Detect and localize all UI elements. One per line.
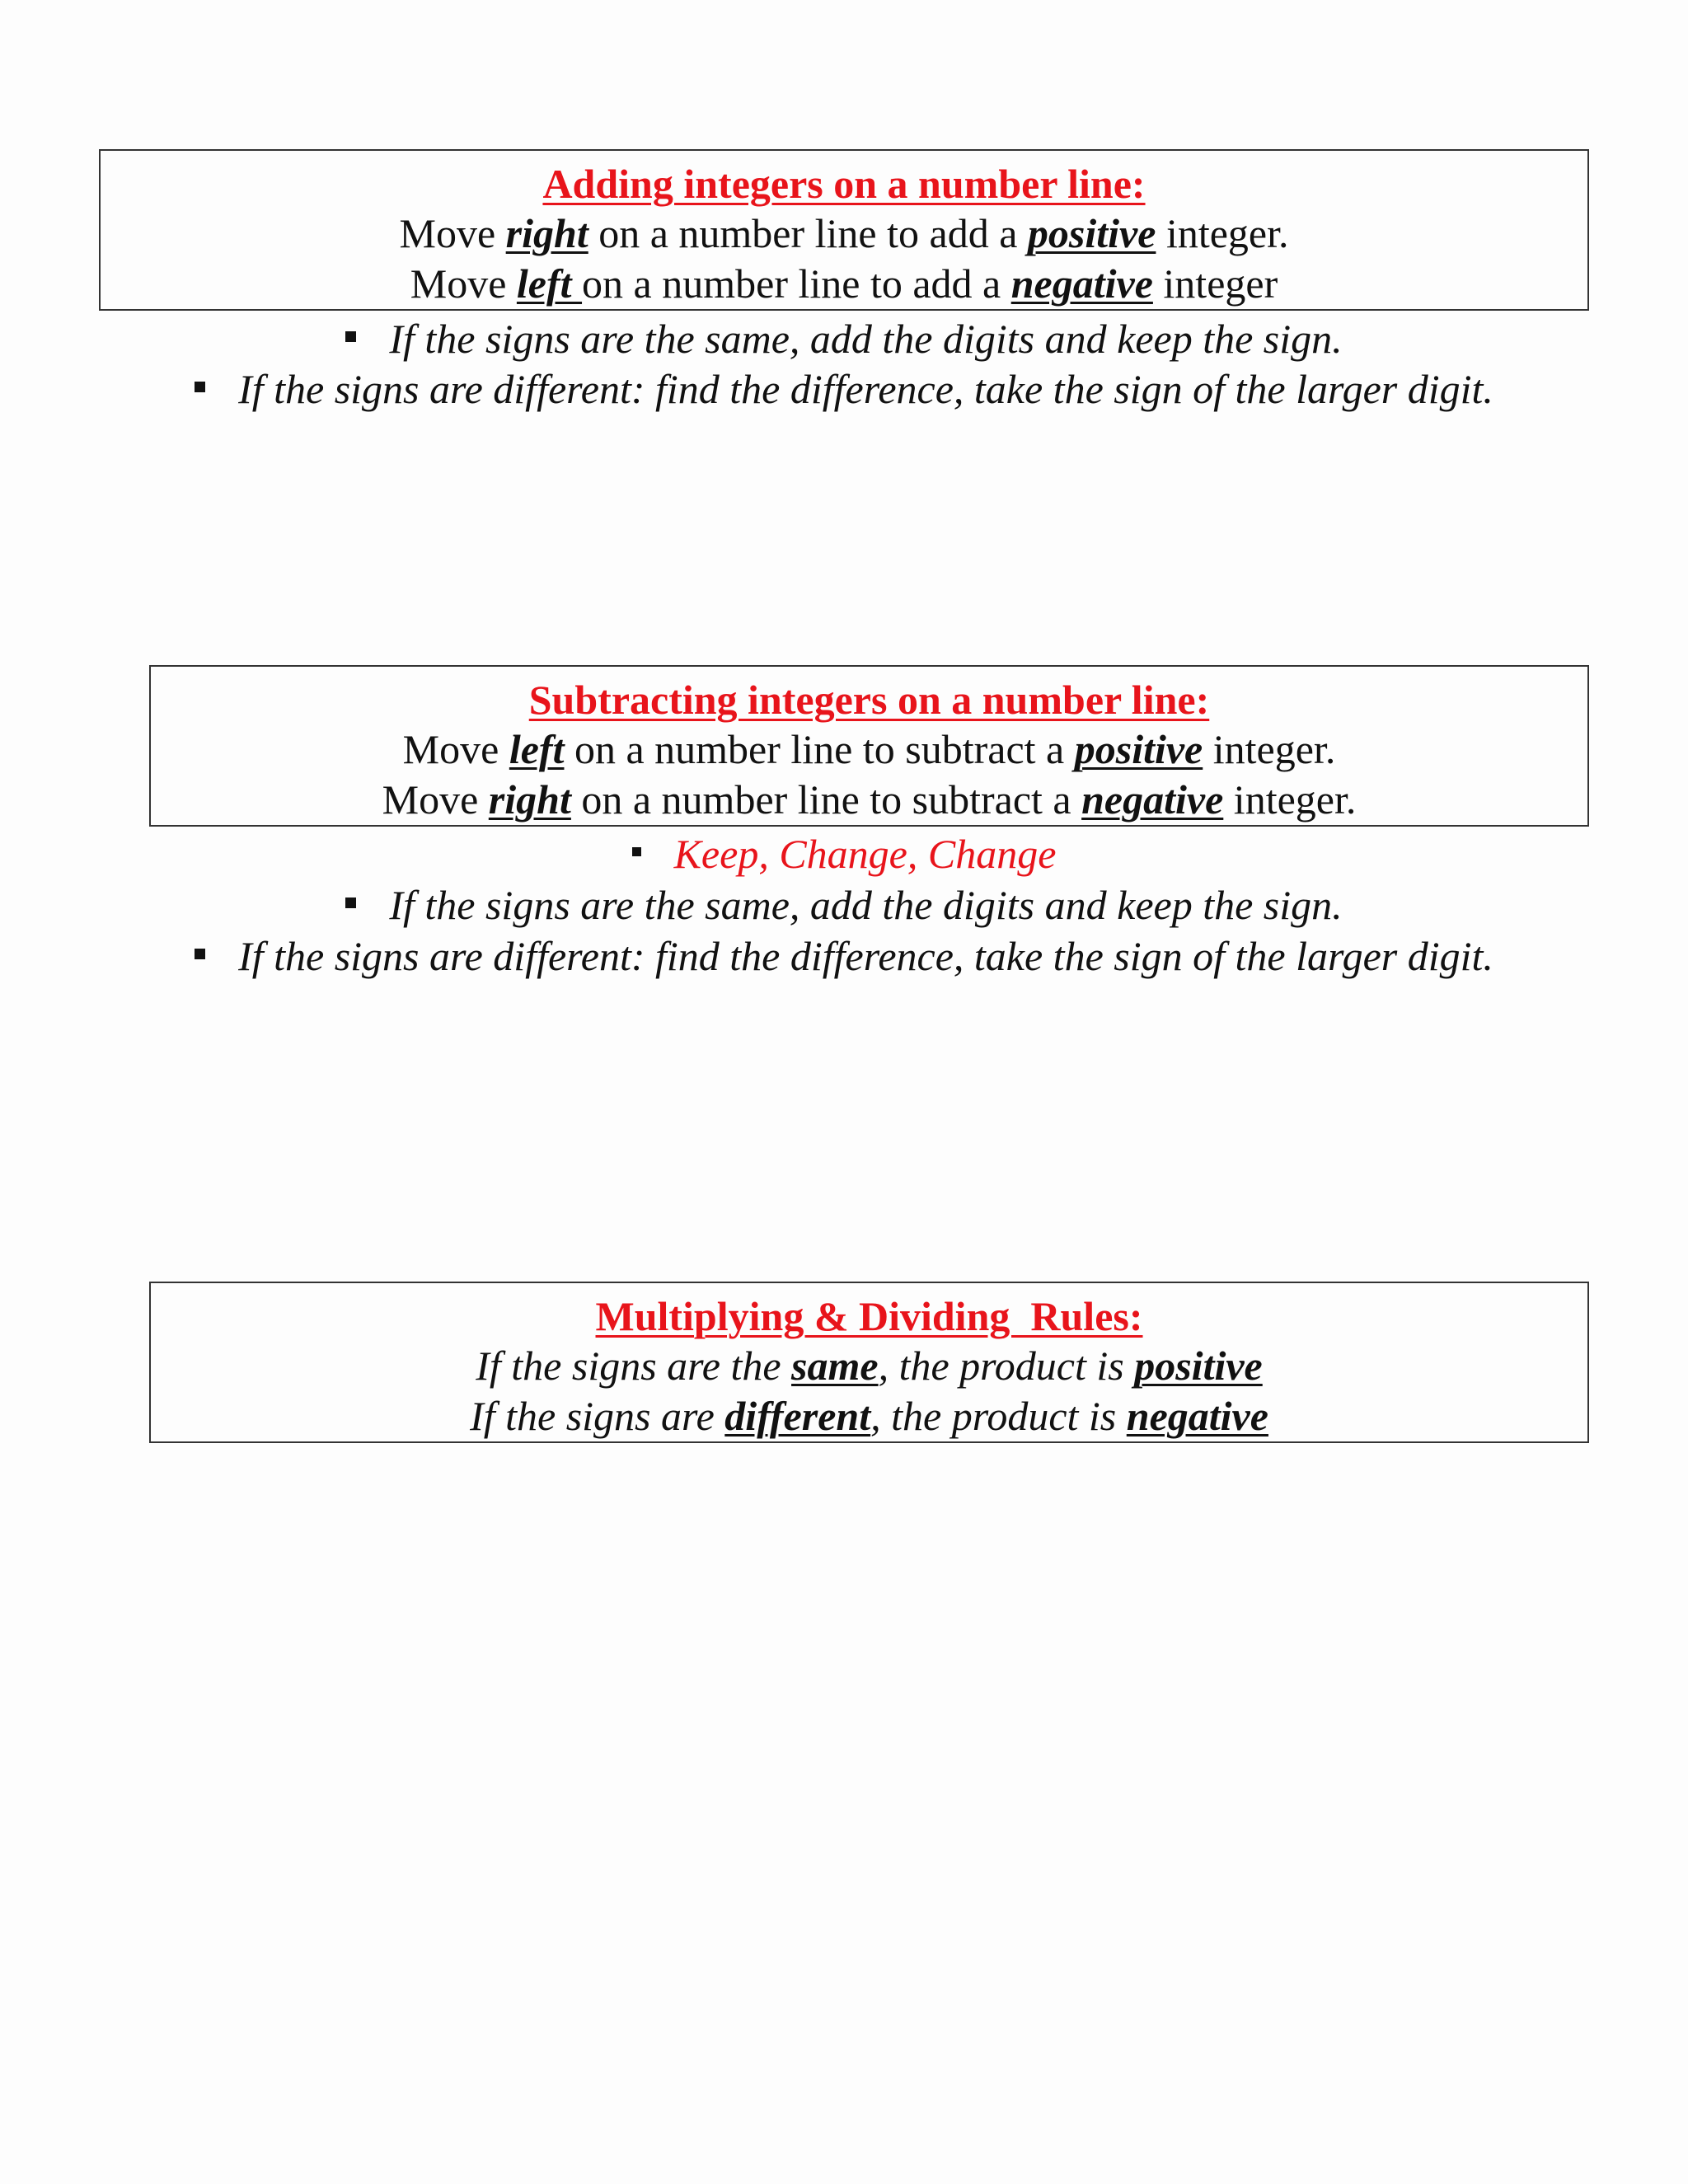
keyword-negative: negative	[1126, 1393, 1268, 1439]
bullet-icon	[345, 898, 356, 908]
subtracting-bullet-same-signs: If the signs are the same, add the digits and keep the sign.	[0, 880, 1688, 930]
bullet-icon	[195, 949, 205, 959]
subtracting-title: Subtracting integers on a number line:	[528, 677, 1210, 723]
adding-line-2: Move left on a number line to add a negative integer	[410, 260, 1278, 307]
keyword-left: left	[509, 726, 565, 772]
subtracting-line-2: Move right on a number line to subtract a negative integer.	[382, 776, 1357, 823]
multiplying-line-1: If the signs are the same, the product is positive	[476, 1343, 1263, 1389]
subtracting-line-1: Move left on a number line to subtract a positive integer.	[402, 726, 1336, 772]
multiplying-line-2: If the signs are different, the product is negative	[470, 1393, 1268, 1439]
multiplying-rules-box	[149, 1282, 1589, 1443]
keyword-right: right	[488, 776, 571, 823]
adding-bullet-different-signs: If the signs are different: find the difference, take the sign of the larger digit.	[0, 364, 1688, 414]
adding-rules-box	[99, 149, 1589, 311]
bullet-icon	[632, 847, 641, 856]
keyword-right: right	[505, 210, 588, 256]
adding-bullet-same-signs: If the signs are the same, add the digits and keep the sign.	[0, 314, 1688, 363]
multiplying-title: Multiplying & Dividing Rules:	[595, 1293, 1143, 1339]
keep-change-change-bullet: Keep, Change, Change	[0, 829, 1688, 879]
adding-line-1: Move right on a number line to add a positive integer.	[399, 210, 1289, 256]
bullet-icon	[195, 382, 205, 392]
keyword-positive: positive	[1134, 1343, 1263, 1389]
keyword-same: same	[791, 1343, 879, 1389]
keyword-positive: positive	[1074, 726, 1203, 772]
subtracting-bullet-different-signs: If the signs are different: find the difference, take the sign of the larger digit.	[0, 931, 1688, 981]
subtracting-rules-box	[149, 665, 1589, 827]
keyword-different: different	[724, 1393, 871, 1439]
keyword-positive: positive	[1027, 210, 1156, 256]
keyword-negative: negative	[1081, 776, 1224, 823]
adding-title: Adding integers on a number line:	[542, 161, 1146, 207]
keyword-left: left	[516, 260, 583, 307]
bullet-icon	[345, 331, 356, 342]
keyword-negative: negative	[1010, 260, 1153, 307]
